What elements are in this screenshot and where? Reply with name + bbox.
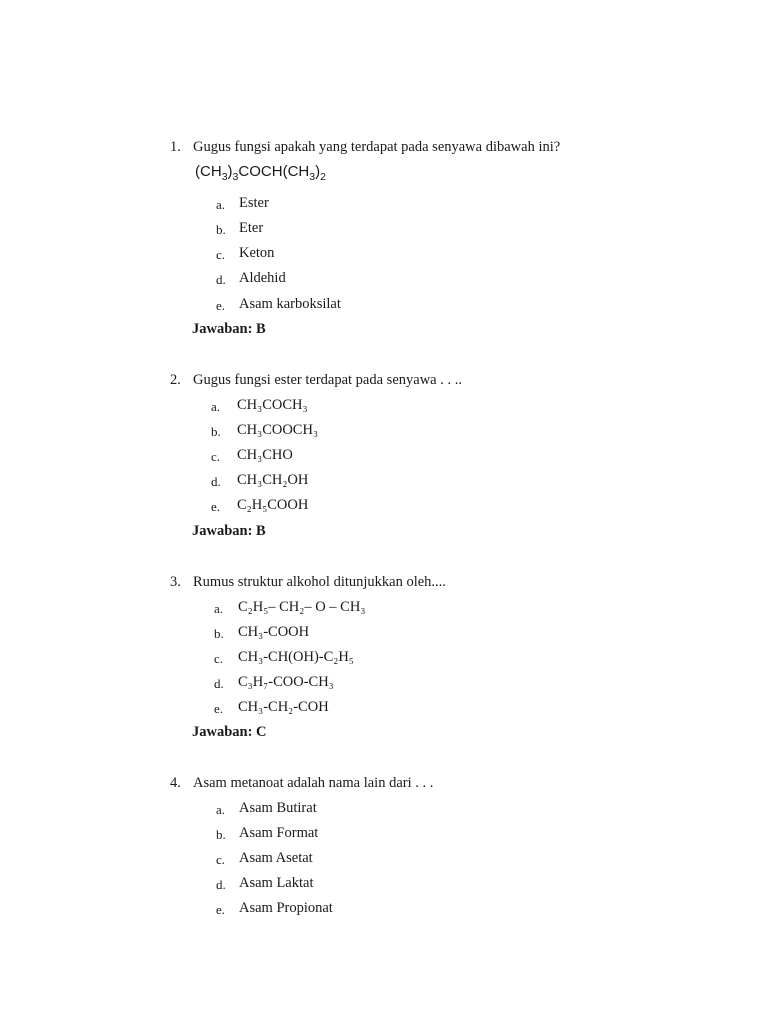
option-text: Asam Asetat: [239, 850, 313, 866]
option-letter: b.: [214, 626, 224, 641]
question-text: Gugus fungsi ester terdapat pada senyawa . . ..: [193, 372, 462, 388]
option-text: Eter: [239, 220, 264, 236]
question-number: 4.: [170, 775, 181, 791]
option-letter: d.: [214, 676, 224, 691]
option-text: C₂H₅COOH: [237, 497, 309, 513]
option-letter: d.: [211, 474, 221, 489]
option-letter: e.: [216, 902, 226, 917]
option-letter: b.: [211, 424, 221, 439]
option-letter: a.: [216, 802, 226, 817]
option-text: Ester: [239, 195, 269, 211]
option-letter: b.: [216, 222, 226, 237]
option-text: CH₃COCH₃: [237, 397, 308, 413]
option-text: Asam Butirat: [239, 800, 317, 816]
option-text: Keton: [239, 245, 275, 261]
answer-key: Jawaban: B: [192, 321, 266, 337]
option-text: Asam Format: [239, 825, 319, 841]
question-number: 1.: [170, 139, 181, 155]
question-text: Rumus struktur alkohol ditunjukkan oleh....: [193, 574, 446, 590]
option-text: Asam Laktat: [239, 875, 314, 891]
option-letter: e.: [216, 298, 226, 313]
option-text: CH₃COOCH₃: [237, 422, 319, 438]
chemical-formula: $(CH_3)_3COCH(CH_3)_2$: [195, 163, 326, 183]
question-text: Gugus fungsi apakah yang terdapat pada senyawa dibawah ini?: [193, 139, 561, 155]
option-letter: c.: [216, 852, 226, 867]
option-text: CH₃-CH₂-COH: [238, 699, 329, 715]
answer-key: Jawaban: C: [192, 724, 267, 740]
answer-key: Jawaban: B: [192, 523, 266, 539]
option-text: CH₃-CH(OH)-C₂H₅: [238, 649, 354, 665]
question-text: Asam metanoat adalah nama lain dari . . .: [193, 775, 434, 791]
option-text: CH₃CHO: [237, 447, 293, 463]
option-text: CH₃CH₂OH: [237, 472, 309, 488]
option-letter: c.: [214, 651, 224, 666]
option-text: C₂H₅– CH₂– O – CH₃: [238, 599, 366, 615]
option-text: Aldehid: [239, 270, 286, 286]
option-text: C₃H₇-COO-CH₃: [238, 674, 334, 690]
question-number: 3.: [170, 574, 181, 590]
option-text: Asam karboksilat: [239, 296, 341, 312]
option-letter: c.: [211, 449, 221, 464]
question-number: 2.: [170, 372, 181, 388]
option-text: Asam Propionat: [239, 900, 333, 916]
option-letter: b.: [216, 827, 226, 842]
option-letter: a.: [216, 197, 226, 212]
option-letter: a.: [214, 601, 224, 616]
option-letter: e.: [214, 701, 224, 716]
option-letter: c.: [216, 247, 226, 262]
option-letter: d.: [216, 877, 226, 892]
option-letter: a.: [211, 399, 221, 414]
option-letter: e.: [211, 499, 221, 514]
option-text: CH₃-COOH: [238, 624, 310, 640]
option-letter: d.: [216, 272, 226, 287]
